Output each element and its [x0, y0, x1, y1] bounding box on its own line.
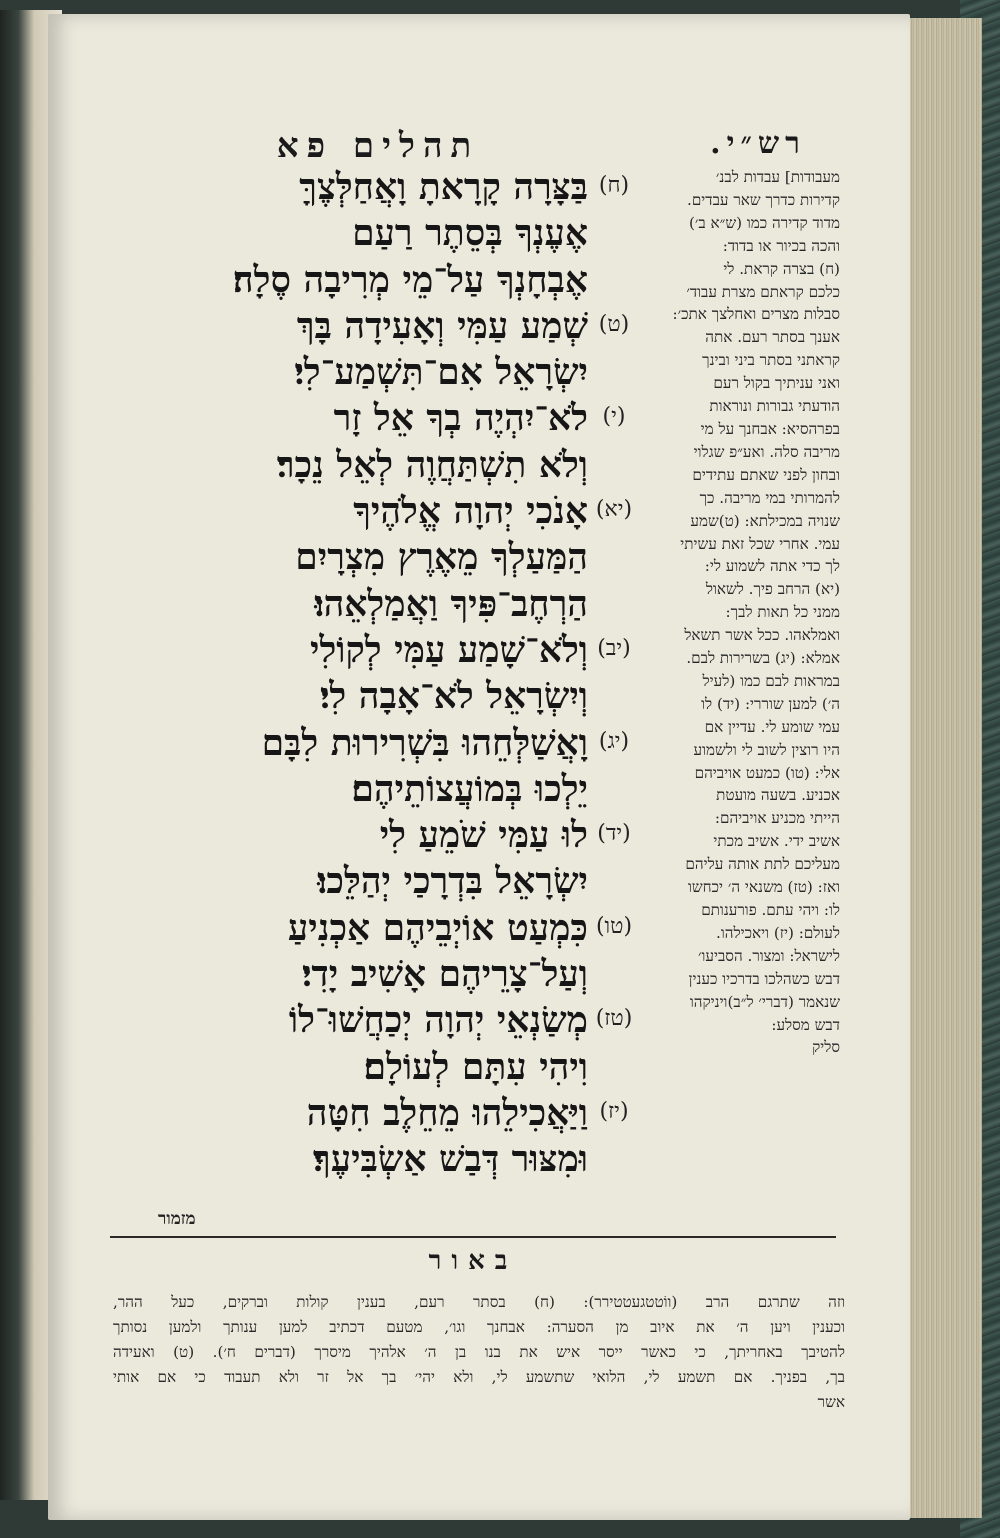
page-stack-edges: [905, 18, 982, 1518]
verse-number: (יג): [598, 728, 630, 754]
verse-text: וּמִצּוּר דְּבַשׁ אַשְׂבִּיעֶךָ׃: [313, 1138, 588, 1181]
rashi-line: הודעתי גבורות ונוראות: [709, 397, 840, 416]
verse-text: לֹא־יִהְיֶה בְךָ אֵל זָר: [333, 397, 588, 440]
verse-line: [108, 1090, 638, 1136]
verse-number: (טו): [595, 913, 633, 939]
verse-number: (טז): [595, 1006, 633, 1032]
rashi-line: במראות לבם כמו (לעיל: [702, 671, 840, 690]
rashi-line: מדוד קדירה כמו (ש״א ב׳): [688, 213, 840, 232]
verse-line: [108, 997, 638, 1043]
verse-text: הַרְחֶב־פִּיךָ וַאֲמַלְאֵהוּ׃: [314, 582, 588, 625]
verse-text: אֶבְחָנְךָ עַל־מֵי מְרִיבָה סֶלָה׃: [232, 258, 588, 301]
verse-text: מְשַׂנְאֵי יְהוָה יְכַחֲשׁוּ־לוֹ: [288, 999, 588, 1042]
rashi-line: סליק: [812, 1038, 840, 1057]
verse-text: יִשְׂרָאֵל אִם־תִּשְׁמַע־לִי׃: [294, 351, 588, 394]
verse-text: אָנֹכִי יְהוָה אֱלֹהֶיךָ: [353, 490, 588, 533]
rashi-commentary-column: [644, 166, 840, 1059]
rashi-line: ממני כל תאות לבך:: [725, 603, 840, 622]
rashi-line: מעבודות] עבדות לבנ׳: [715, 168, 840, 186]
rashi-line: דבש כשהלכו בדרכיו כענין: [688, 969, 840, 988]
verse-line: [108, 303, 638, 349]
verse-line: [108, 1044, 638, 1090]
rashi-line: שנאמר (דברי׳ ל״ב)ויניקהו: [689, 992, 840, 1011]
rashi-line: עמי. אחרי שכל זאת עשיתי: [680, 534, 840, 553]
verse-text: הַמַּעַלְךָ מֵאֶרֶץ מִצְרָיִם: [295, 536, 588, 579]
verse-line: [108, 720, 638, 766]
rashi-line: שנויה במכילתא: (ט)שמע: [690, 511, 840, 530]
rashi-line: לעולם: (יז) ויאכילהו.: [716, 923, 840, 942]
verse-line: [108, 858, 638, 904]
verse-text: וַיַּאֲכִילֵהוּ מֵחֵלֶב חִטָּה: [306, 1091, 588, 1134]
psalm-header: תהלים פא: [276, 126, 480, 166]
verse-number: (יא): [595, 497, 633, 523]
rashi-line: ואז: (טז) משנאי ה׳ יכחשו: [688, 878, 840, 897]
rashi-line: מעליכם לתת אותה עליהם: [685, 855, 840, 874]
biur-line: וכענין ויען ה׳ את איוב מן הסערה: אבחנך וגו׳, מטעם דכתיב למען ענותך ולמען נסותך: [113, 1318, 845, 1336]
rashi-line: ובחון לפני שאתם עתידים: [692, 465, 840, 484]
rashi-line: ואמלאהו. ככל אשר תשאל: [684, 626, 840, 645]
verse-line: [108, 812, 638, 858]
verse-line: [108, 442, 638, 488]
rashi-line: הייתי מכניע אויביהם:: [714, 809, 840, 828]
verse-text: וִיהִי עִתָּם לְעוֹלָם׃: [363, 1045, 588, 1088]
verse-text: וָאֲשַׁלְּחֵהוּ בִּשְׁרִירוּת לִבָּם: [261, 721, 588, 764]
biur-header: באור: [428, 1246, 518, 1276]
verse-text: וְעַל־צָרֵיהֶם אָשִׁיב יָדִי׃: [301, 953, 588, 996]
verse-text: שְׁמַע עַמִּי וְאָעִידָה בָּךְ: [296, 304, 588, 347]
verse-text: בַּצָּרָה קָרָאתָ וָאֲחַלְּצֶךָּ: [299, 166, 588, 208]
verse-line: [108, 1136, 638, 1182]
rashi-line: בפרהסיא: אבחנך על מי: [700, 419, 840, 438]
rashi-line: קראתני בסתר ביני ובינך: [702, 351, 840, 370]
rashi-line: והכה בכיור או בדוד:: [722, 236, 840, 255]
verse-text: אֶעֶנְךָ בְּסֵתֶר רַעַם: [352, 212, 588, 255]
rashi-line: לך כדי אתה לשמוע לי:: [704, 557, 840, 576]
rashi-line: דבש מסלע:: [771, 1015, 840, 1034]
rashi-header: רש״י.: [710, 126, 806, 161]
verse-line: [108, 627, 638, 673]
verse-line: [108, 951, 638, 997]
biur-commentary: [113, 1290, 845, 1415]
rashi-line: היו רוצין לשוב לי ולשמוע: [693, 740, 840, 759]
verse-text: וְיִשְׂרָאֵל לֹא־אָבָה לִי׃: [319, 675, 588, 718]
verse-text: וְלֹא תִשְׁתַּחֲוֶה לְאֵל נֵכָר׃: [276, 443, 588, 486]
catchword: מזמור: [158, 1209, 196, 1229]
verse-line: [108, 766, 638, 812]
verse-number: (ט): [598, 311, 630, 337]
verse-line: [108, 534, 638, 580]
book-page: [48, 14, 910, 1520]
rashi-line: קדירות כדרך שאר עבדים.: [687, 190, 840, 209]
rashi-line: (ח) בצרה קראת. לי: [723, 259, 840, 278]
verse-number: (י): [602, 404, 626, 430]
rashi-line: סבלות מצרים ואחלצך אתכ׳:: [672, 305, 840, 324]
verse-line: [108, 164, 638, 210]
verse-text: יִשְׂרָאֵל בִּדְרָכַי יְהַלֵּכוּ׃: [317, 860, 588, 903]
section-divider: [110, 1236, 836, 1238]
verse-line: [108, 349, 638, 395]
rashi-line: ואני עניתיך בקול רעם: [713, 374, 840, 393]
rashi-line: לו: ויהי עתם. פורענותם: [701, 901, 840, 919]
rashi-line: אענך בסתר רעם. אתה: [705, 328, 840, 347]
rashi-line: ה׳) למען שוררי: (יד) לו: [701, 694, 840, 713]
verse-line: [108, 905, 638, 951]
biur-line: בך, בפניך. אם תשמע לי, הלואי שתשמע לי, ולא יהי׳ בך אל זר ולא תעבוד כי אם אותי: [113, 1368, 845, 1386]
rashi-line: לישראל: ומצור. הסביעו׳: [698, 946, 840, 965]
verse-line: [108, 581, 638, 627]
verse-number: (יד): [597, 821, 631, 847]
verse-line: [108, 395, 638, 441]
rashi-line: (יא) הרחב פיך. לשאול: [705, 580, 840, 599]
biur-line: אשר: [817, 1393, 845, 1411]
verse-line: [108, 257, 638, 303]
verse-number: (יז): [599, 1098, 629, 1124]
verse-number: (יב): [597, 635, 631, 661]
verse-text: וְלֹא־שָׁמַע עַמִּי לְקוֹלִי: [310, 628, 588, 671]
rashi-line: אכניע. בשעה מועטת: [716, 786, 840, 805]
biur-line: וזה שתרגם הרב (ווֹטטגעטטירר): (ח) בסתר רעם, בענין קולות וברקים, כעל ההר,: [113, 1293, 845, 1311]
rashi-line: כלכם קראתם מצרת עבוד׳: [686, 282, 840, 301]
rashi-line: עמי שומע לי. עדיין אם: [704, 717, 840, 736]
verse-text: כִּמְעַט אוֹיְבֵיהֶם אַכְנִיעַ: [287, 906, 588, 949]
rashi-line: מריבה סלה. ואע״פ שגלוי: [693, 442, 840, 461]
verse-text: לוּ עַמִּי שֹׁמֵעַ לִי: [379, 814, 588, 857]
verse-text: יֵלְכוּ בְּמוֹעֲצוֹתֵיהֶם׃: [351, 767, 588, 810]
verse-line: [108, 210, 638, 256]
verse-line: [108, 673, 638, 719]
verse-line: [108, 488, 638, 534]
biur-line: להטיבך באחריתך, כי כאשר ייסר איש את בנו בן ה׳ אלהיך מיסרך (דברים ח׳). (ט) ואעידה: [113, 1343, 845, 1361]
rashi-line: אמלא: (יג) בשרירות לבם.: [686, 649, 840, 668]
verse-number: (ח): [598, 173, 630, 198]
rashi-line: אשיב ידי. אשיב מכתי: [713, 832, 840, 851]
rashi-line: להמרותי במי מריבה. כך: [699, 488, 840, 507]
rashi-line: אלי: (טו) כמעט אויביהם: [694, 763, 840, 782]
psalm-text-column: [108, 164, 638, 1183]
